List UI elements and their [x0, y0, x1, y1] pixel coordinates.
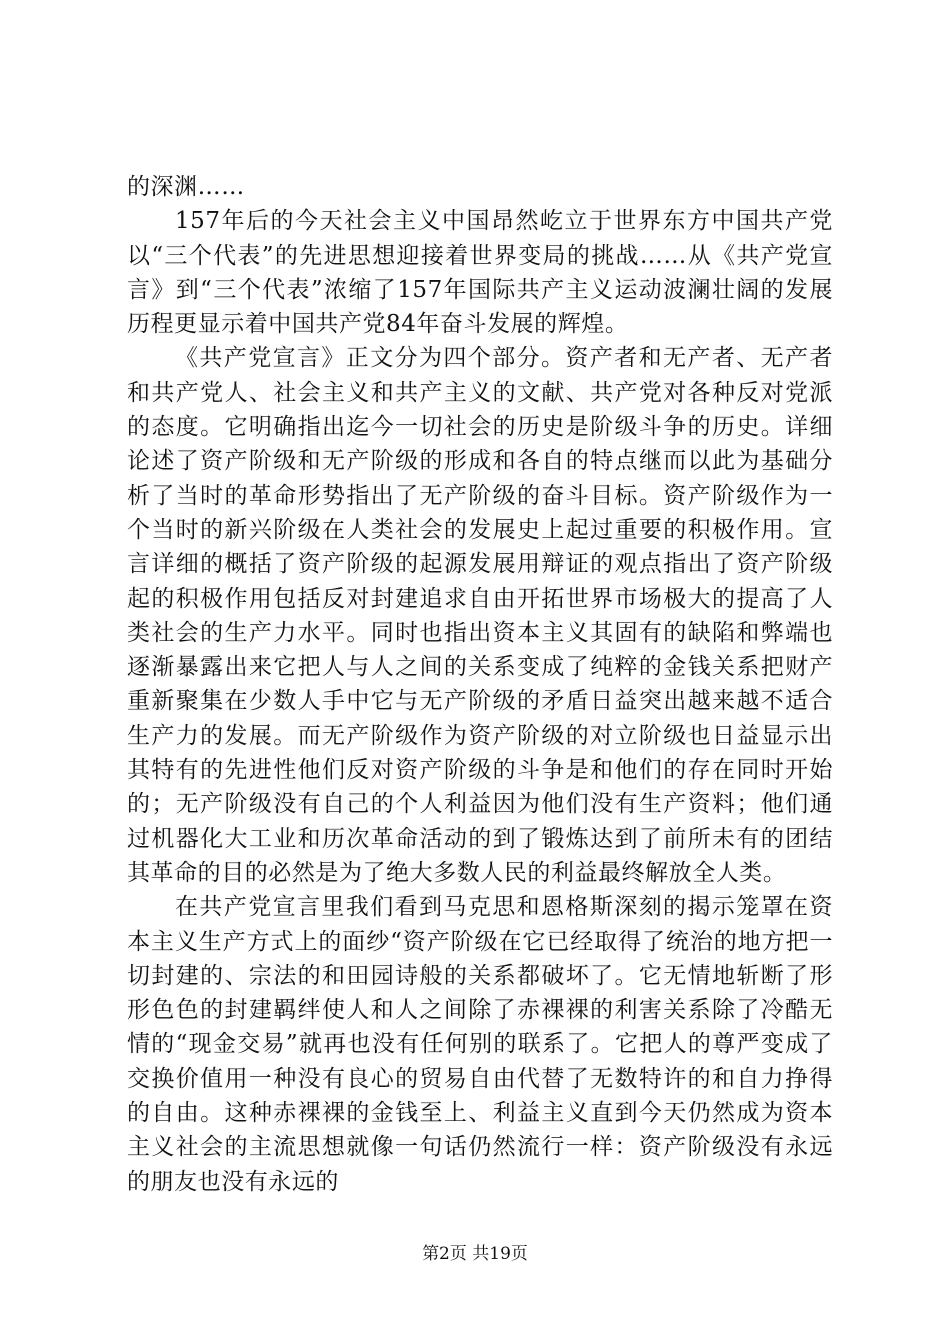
paragraph-3: 《共产党宣言》正文分为四个部分。资产者和无产者、无产者和共产党人、社会主义和共产主义的文献、共产党对各种反对党派的态度。它明确指出迄今一切社会的历史是阶级斗争的历史。详细论述了资产阶级和无产阶级的形成和各自的特点继而以此为基础分析了当时的革命形势指出了无产阶级的奋斗目标。资产阶级作为一个当时的新兴阶级在人类社会的发展史上起过重要的积极作用。宣言详细的概括了资产阶级的起源发展用辩证的观点指出了资产阶级起的积极作用包括反对封建追求自由开拓世界市场极大的提高了人类社会的生产力水平。同时也指出资本主义其固有的缺陷和弊端也逐渐暴露出来它把人与人之间的关系变成了纯粹的金钱关系把财产重新聚集在少数人手中它与无产阶级的矛盾日益突出越来越不适合生产力的发展。而无产阶级作为资产阶级的对立阶级也日益显示出其特有的先进性他们反对资产阶级的斗争是和他们的存在同时开始的；无产阶级没有自己的个人利益因为他们没有生产资料；他们通过机器化大工业和历次革命活动的到了锻炼达到了前所未有的团结其革命的目的必然是为了绝大多数人民的利益最终解放全人类。 [127, 345, 833, 886]
document-body [127, 170, 833, 1199]
paragraph-4: 在共产党宣言里我们看到马克思和恩格斯深刻的揭示笼罩在资本主义生产方式上的面纱“资产阶级在它已经取得了统治的地方把一切封建的、宗法的和田园诗般的关系都破坏了。它无情地斩断了形形色色的封建羁绊使人和人之间除了赤裸裸的利害关系除了冷酷无情的“现金交易”就再也没有任何别的联系了。它把人的尊严变成了交换价值用一种没有良心的贸易自由代替了无数特许的和自力挣得的自由。这种赤裸裸的金钱至上、利益主义直到今天仍然成为资本主义社会的主流思想就像一句话仍然流行一样：资产阶级没有永远的朋友也没有永远的 [127, 894, 833, 1195]
paragraph-1: 的深渊…… [127, 174, 245, 200]
paragraph-2: 157年后的今天社会主义中国昂然屹立于世界东方中国共产党以“三个代表”的先进思想迎接着世界变局的挑战……从《共产党宣言》到“三个代表”浓缩了157年国际共产主义运动波澜壮阔的发展历程更显示着中国共产党84年奋斗发展的辉煌。 [127, 208, 833, 338]
page-number-footer: 第2页 共19页 [422, 1244, 528, 1264]
